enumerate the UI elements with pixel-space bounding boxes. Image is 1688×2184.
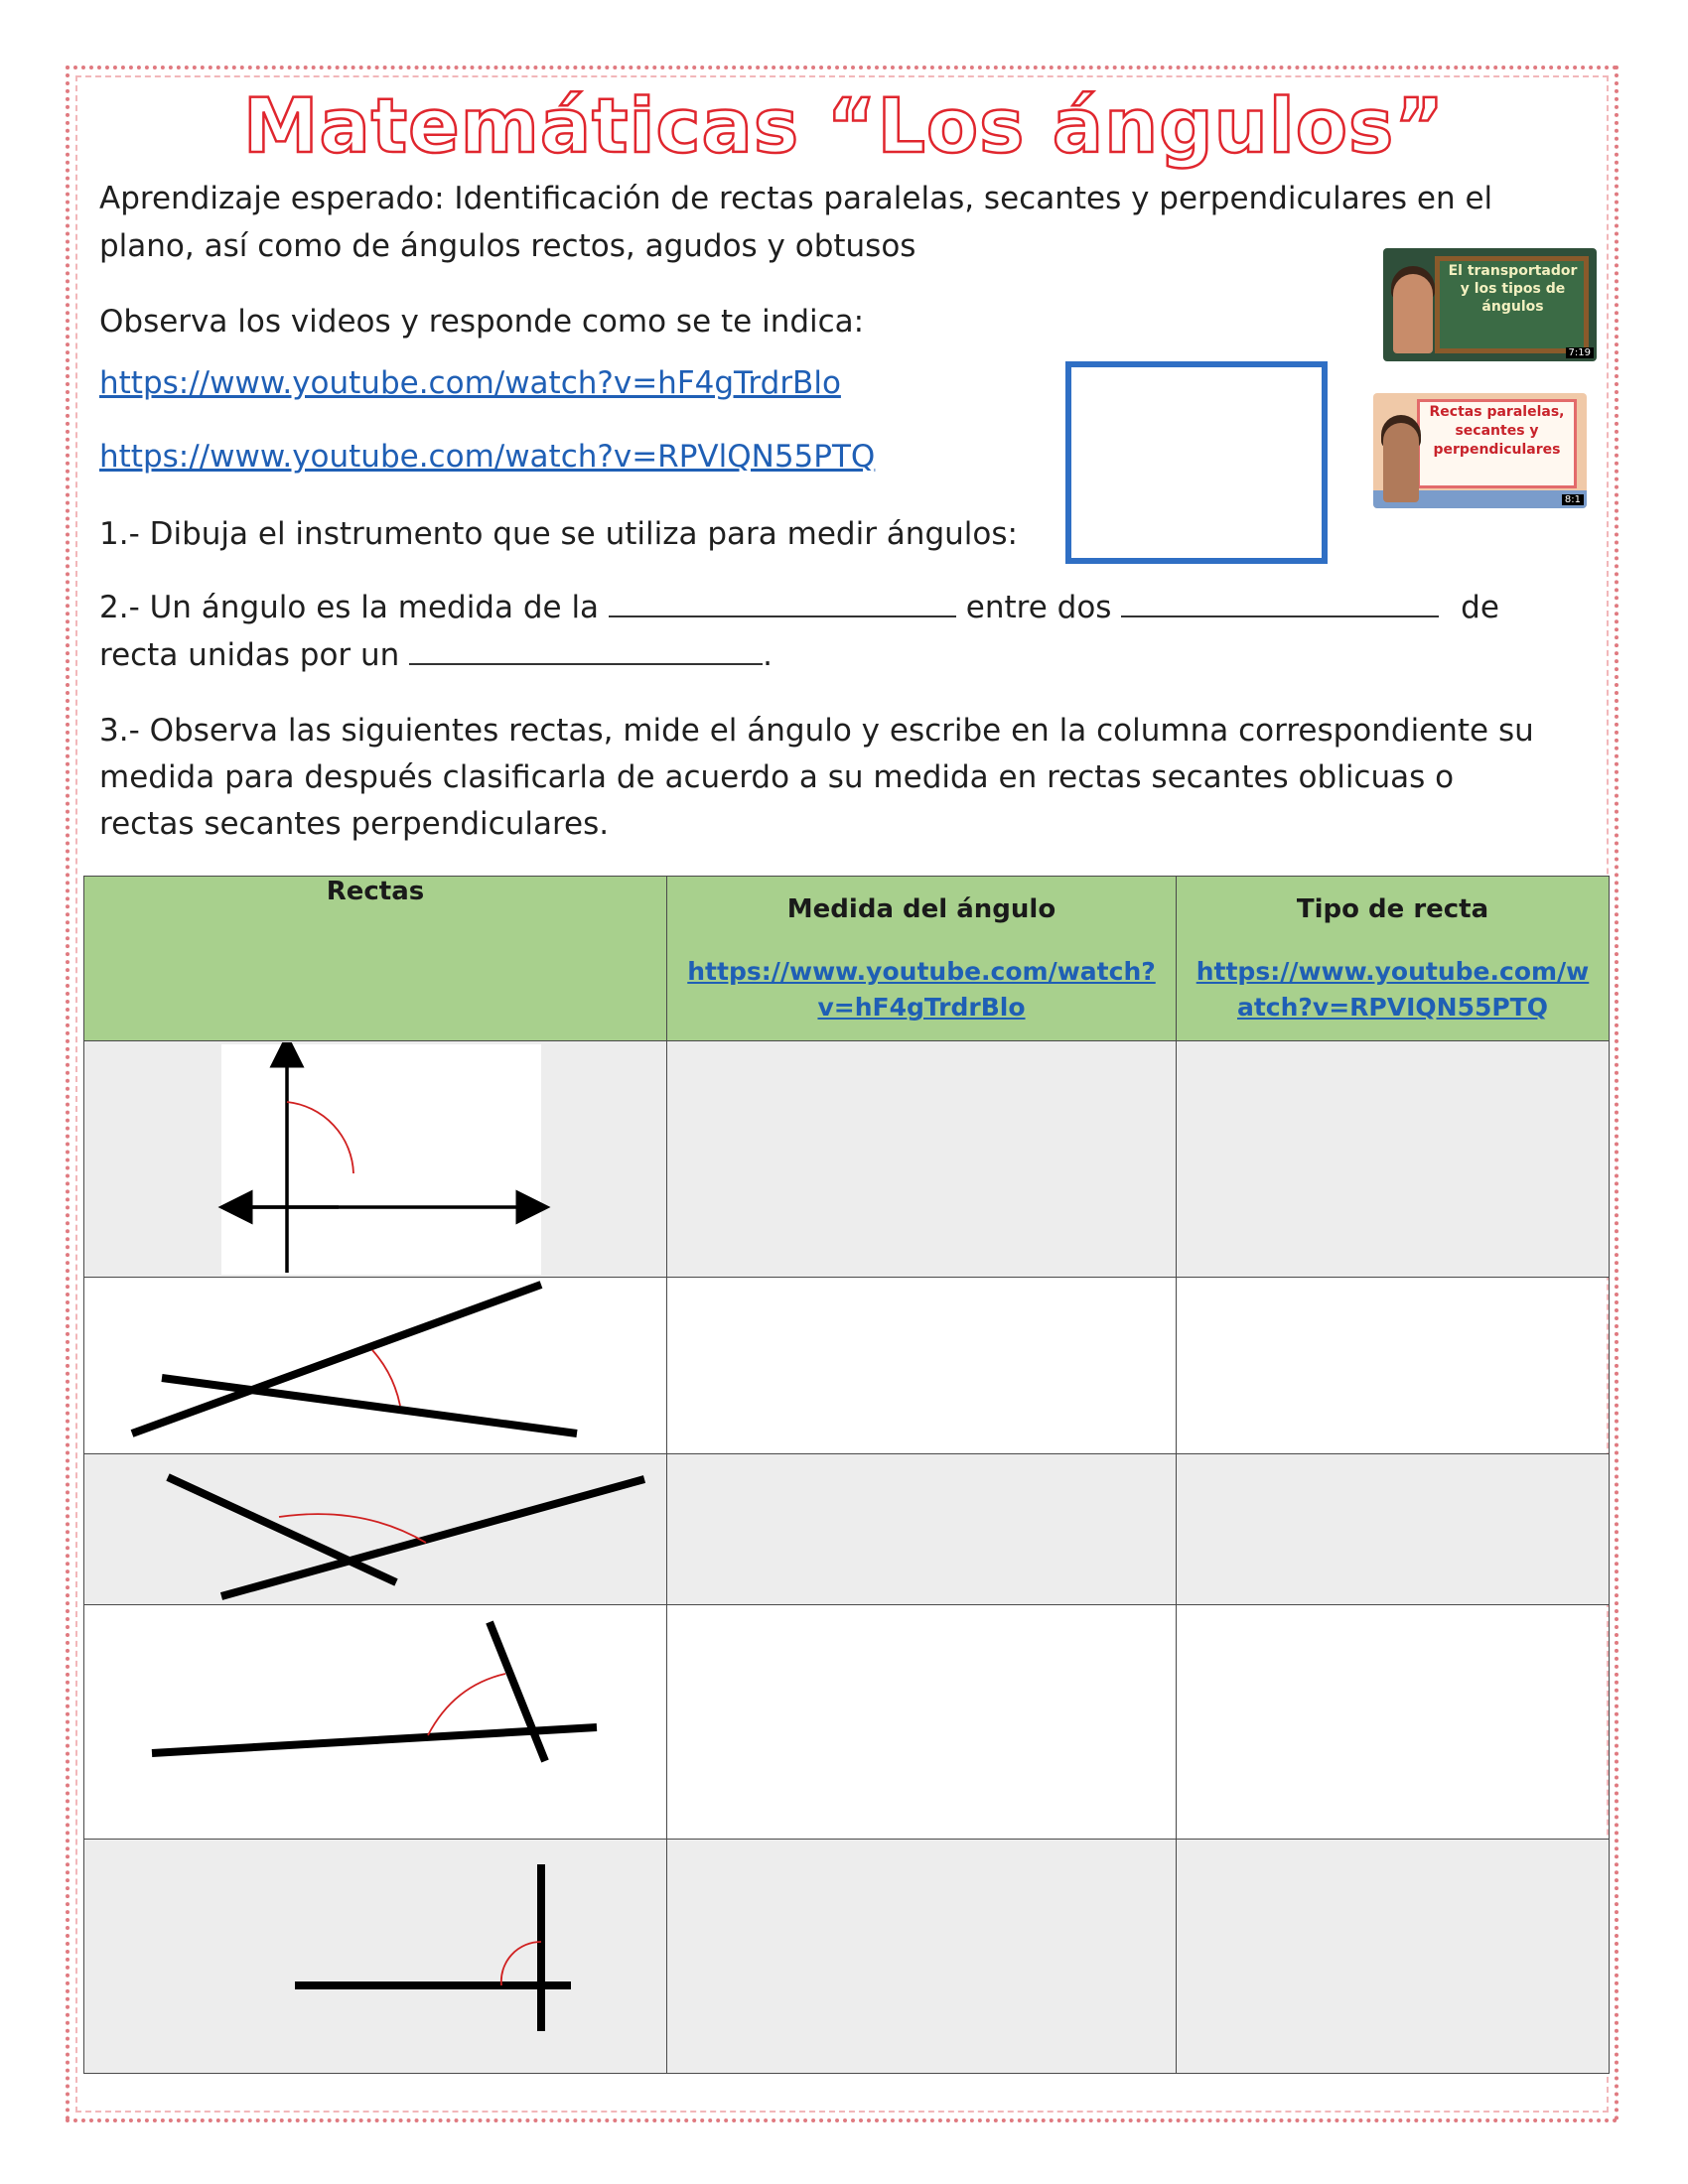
question-2-line-2 xyxy=(99,631,773,679)
avatar xyxy=(1383,423,1419,502)
avatar xyxy=(1393,274,1433,353)
table-row xyxy=(84,1840,1610,2074)
medida-cell[interactable] xyxy=(667,1454,1177,1605)
oblique-lines-figure-1 xyxy=(84,1279,666,1453)
tipo-cell[interactable] xyxy=(1177,1278,1610,1454)
video-thumbnail-transportador[interactable] xyxy=(1383,248,1597,361)
table-row xyxy=(84,1605,1610,1840)
video-link-2[interactable]: https://www.youtube.com/watch?v=RPVlQN55PTQ xyxy=(99,439,876,475)
answer-blank-3[interactable] xyxy=(409,633,763,665)
thumbnail-title: El transportador y los tipos de ángulos xyxy=(1448,263,1578,315)
oblique-lines-figure-2 xyxy=(84,1455,666,1604)
header-tipo-link[interactable]: https://www.youtube.com/watch?v=RPVIQN55PTQ xyxy=(1196,957,1590,1022)
page-title: Matemáticas “Los ángulos” xyxy=(242,81,1446,170)
video-link-1[interactable]: https://www.youtube.com/watch?v=hF4gTrdrBlo xyxy=(99,365,841,401)
question-3-line-3: rectas secantes perpendiculares. xyxy=(99,806,610,842)
rectas-cell xyxy=(84,1840,667,2074)
medida-cell[interactable] xyxy=(667,1840,1177,2074)
tipo-cell[interactable] xyxy=(1177,1041,1610,1278)
header-medida-link[interactable]: https://www.youtube.com/watch?v=hF4gTrdrBlo xyxy=(687,957,1156,1022)
rectas-cell xyxy=(84,1454,667,1605)
table-row xyxy=(84,1454,1610,1605)
question-3-line-2: medida para después clasificarla de acuerdo a su medida en rectas secantes oblicuas o xyxy=(99,759,1455,795)
header-rectas: Rectas xyxy=(84,877,667,1041)
angles-table xyxy=(83,876,1610,2074)
perpendicular-lines-figure-2 xyxy=(84,1841,666,2073)
q2-text-b: entre dos xyxy=(965,590,1112,625)
video-thumbnail-rectas[interactable] xyxy=(1373,393,1587,508)
q2-text-e: . xyxy=(763,637,774,673)
header-tipo-label: Tipo de recta xyxy=(1296,894,1489,924)
medida-cell[interactable] xyxy=(667,1605,1177,1840)
perpendicular-lines-figure xyxy=(84,1042,666,1277)
aprendizaje-line-1: Aprendizaje esperado: Identificación de rectas paralelas, secantes y perpendiculares en el xyxy=(99,181,1493,216)
rectas-cell xyxy=(84,1041,667,1278)
drawing-box[interactable] xyxy=(1065,361,1328,564)
medida-cell[interactable] xyxy=(667,1041,1177,1278)
question-2-line-1 xyxy=(99,584,1499,631)
header-medida xyxy=(667,877,1177,1041)
header-medida-label: Medida del ángulo xyxy=(786,894,1056,924)
table-row xyxy=(84,1041,1610,1278)
q2-text-a: 2.- Un ángulo es la medida de la xyxy=(99,590,600,625)
instruccion-text: Observa los videos y responde como se te indica: xyxy=(99,304,865,340)
answer-blank-1[interactable] xyxy=(609,586,956,617)
q2-text-c: de xyxy=(1461,590,1499,625)
tipo-cell[interactable] xyxy=(1177,1840,1610,2074)
tipo-cell[interactable] xyxy=(1177,1454,1610,1605)
answer-blank-2[interactable] xyxy=(1121,586,1439,617)
aprendizaje-line-2: plano, así como de ángulos rectos, agudos y obtusos xyxy=(99,228,916,264)
q2-text-d: recta unidas por un xyxy=(99,637,400,673)
medida-cell[interactable] xyxy=(667,1278,1177,1454)
rectas-cell xyxy=(84,1605,667,1840)
video-duration: 8:1 xyxy=(1562,494,1584,505)
tipo-cell[interactable] xyxy=(1177,1605,1610,1840)
rectas-cell xyxy=(84,1278,667,1454)
table-row xyxy=(84,1278,1610,1454)
question-1: 1.- Dibuja el instrumento que se utiliza para medir ángulos: xyxy=(99,516,1018,552)
video-duration: 7:19 xyxy=(1566,347,1594,358)
question-3-line-1: 3.- Observa las siguientes rectas, mide el ángulo y escribe en la columna correspondiente su xyxy=(99,713,1534,749)
thumbnail-title: Rectas paralelas, secantes y perpendiculares xyxy=(1429,404,1565,458)
header-tipo xyxy=(1177,877,1610,1041)
oblique-lines-figure-3 xyxy=(84,1606,666,1839)
table-header-row xyxy=(84,877,1610,1041)
